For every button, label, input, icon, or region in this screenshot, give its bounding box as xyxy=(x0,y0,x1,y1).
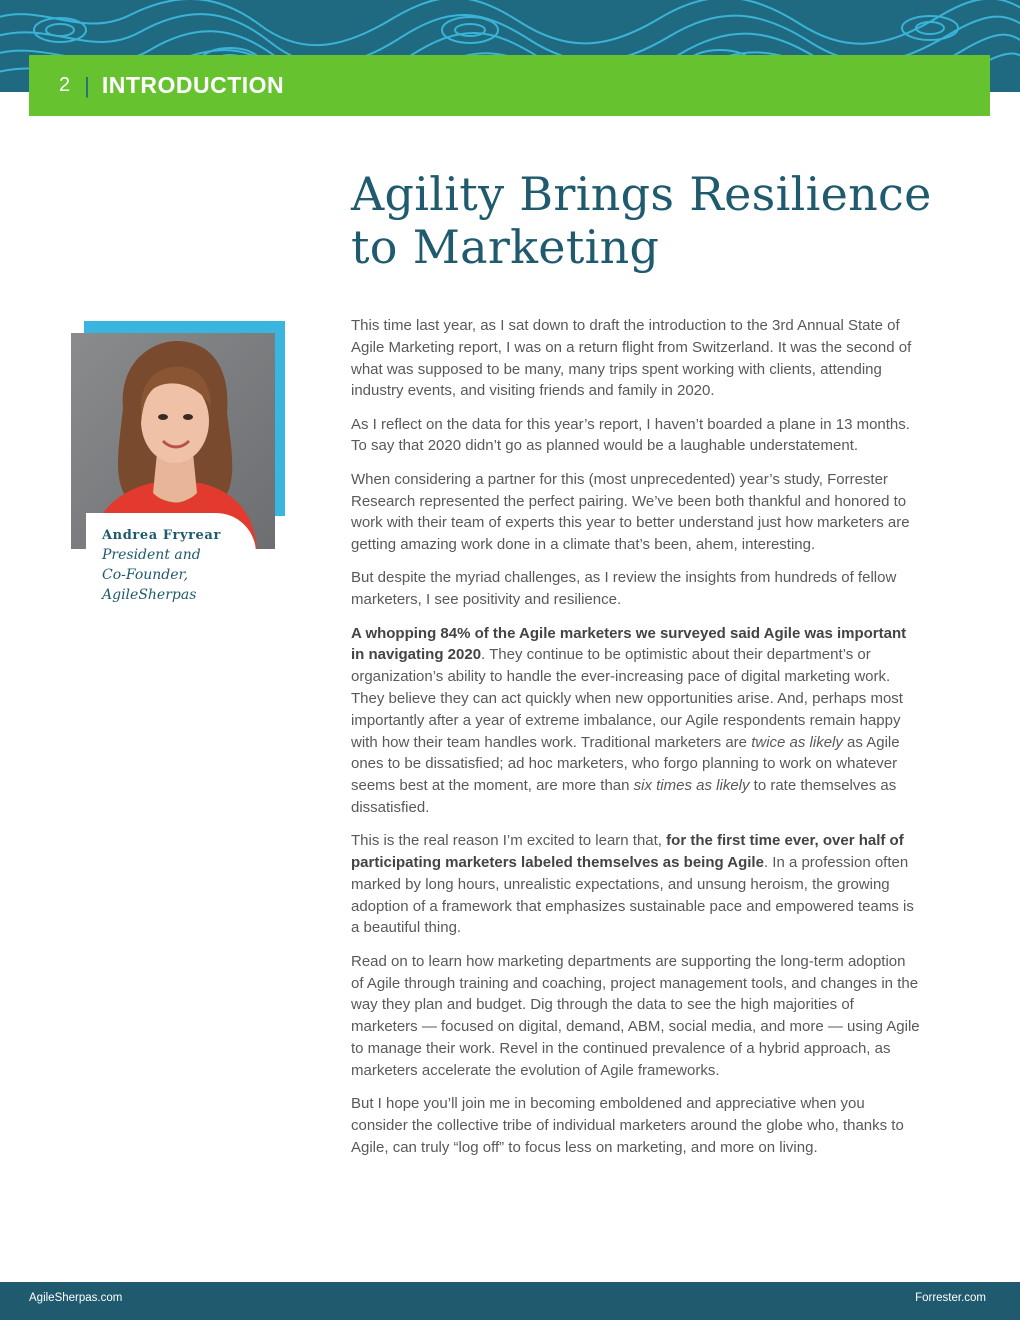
author-role-line: Co-Founder, xyxy=(102,567,189,583)
body-paragraph: But despite the myriad challenges, as I review the insights from hundreds of fellow marketers, I see positivity and resilience. xyxy=(351,569,897,609)
body-paragraph: Read on to learn how marketing departments are supporting the long-term adoption of Agile through training and coaching, project management tools, and changes in the way they plan and budget. Dig through the data to see the high majorities of marketers — focused on digital, demand, ABM, social media, and more — using Agile to manage their work. Revel in the continued prevalence of a hybrid approach, as marketers accelerate the evolution of Agile frameworks. xyxy=(351,952,920,1079)
body-paragraph: As I reflect on the data for this year’s report, I haven’t boarded a plane in 13 months. To say that 2020 didn’t go as planned would be a laughable understatement. xyxy=(351,415,910,455)
article-title: Agility Brings Resilience to Marketing xyxy=(351,167,932,274)
page-footer xyxy=(0,1282,1020,1320)
header-separator: | xyxy=(84,72,90,98)
body-paragraph: When considering a partner for this (most unprecedented) year’s study, Forrester Research represented the perfect pairing. We’ve been both thankful and honored to work with their team of experts this year to better understand just how marketers are getting amazing work done in a climate that’s been, ahem, interesting. xyxy=(351,470,910,554)
section-title: INTRODUCTION xyxy=(101,72,285,98)
emphasis: six times as likely xyxy=(633,777,750,795)
section-header-bar xyxy=(29,55,990,116)
body-paragraph: This is the real reason I’m excited to learn that, for the first time ever, over half of participating marketers labeled themselves as being Agile. In a profession often marked by long hours, unrealistic expectations, and unsung heroism, the growing adoption of a framework that emphasizes sustainable pace and empowered teams is a beautiful thing. xyxy=(351,832,914,937)
footer-link-agilesherpas[interactable]: AgileSherpas.com xyxy=(29,1292,123,1304)
author-role-line: AgileSherpas xyxy=(102,587,197,603)
highlight-stat: A whopping 84% of the Agile marketers we surveyed said Agile was important in navigating 2020 xyxy=(351,624,907,664)
author-role-line: President and xyxy=(102,547,201,563)
emphasis: twice as likely xyxy=(751,733,843,751)
body-paragraph: A whopping 84% of the Agile marketers we surveyed said Agile was important in navigating 2020. They continue to be optimistic about their department’s or organization’s ability to handle the ever-increasing pace of digital marketing work. They believe they can act quickly when new opportunities arise. And, perhaps most importantly after a year of extreme imbalance, our Agile respondents remain happy with how their team handles work. Traditional marketers are twice as likely as Agile ones to be dissatisfied; ad hoc marketers, who forgo planning to work on whatever seems best at the moment, are more than six times as likely to rate themselves as dissatisfied. xyxy=(351,624,907,816)
article-body xyxy=(351,315,921,1170)
author-caption xyxy=(102,527,282,605)
body-paragraph: This time last year, as I sat down to draft the introduction to the 3rd Annual State of Agile Marketing report, I was on a return flight from Switzerland. It was the second of what was supposed to be many, many trips spent working with clients, attending industry events, and visiting friends and family in 2020. xyxy=(351,317,912,400)
author-name: Andrea Fryrear xyxy=(102,528,221,543)
highlight-stat: for the first time ever, over half of participating marketers labeled themselves as being Agile xyxy=(351,832,904,872)
page-number: 2 xyxy=(59,74,71,96)
footer-link-forrester[interactable]: Forrester.com xyxy=(915,1292,986,1304)
body-paragraph: But I hope you’ll join me in becoming emboldened and appreciative when you consider the collective tribe of individual marketers around the globe who, thanks to Agile, can truly “log off” to focus less on marketing, and more on living. xyxy=(351,1095,904,1156)
